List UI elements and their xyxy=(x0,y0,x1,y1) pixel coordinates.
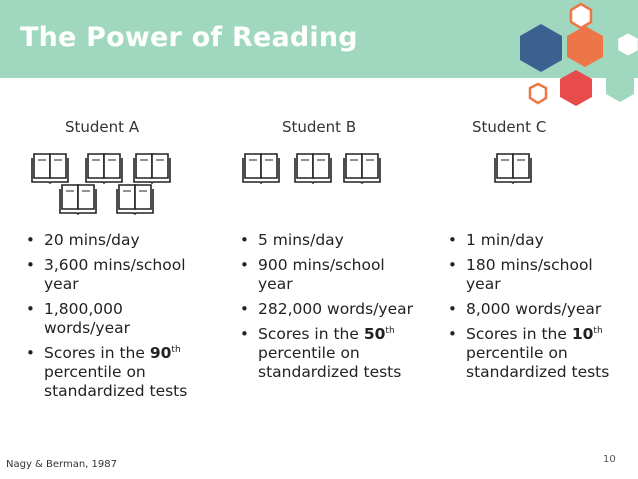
student-c-stats xyxy=(446,231,631,388)
book-icon xyxy=(117,185,153,214)
book-icon xyxy=(32,154,68,183)
list-item: • 1 min/day xyxy=(446,231,631,250)
book-icon xyxy=(243,154,279,183)
page-number: 10 xyxy=(603,454,616,465)
score-rest: percentile on standardized tests xyxy=(44,363,188,400)
score-prefix: Scores in the xyxy=(44,344,150,362)
list-item: • 900 mins/school year xyxy=(238,256,423,294)
list-item-score xyxy=(24,344,209,401)
list-item-score xyxy=(446,325,631,382)
list-item: • 5 mins/day xyxy=(238,231,423,250)
book-icon xyxy=(86,154,122,183)
list-item: • 180 mins/school year xyxy=(446,256,631,294)
score-prefix: Scores in the xyxy=(258,325,364,343)
list-item: • 3,600 mins/school year xyxy=(24,256,209,294)
book-icon xyxy=(134,154,170,183)
percentile-value: 50 xyxy=(363,325,386,343)
student-a-label: Student A xyxy=(65,118,140,136)
student-b-label: Student B xyxy=(282,118,357,136)
student-b-stats xyxy=(238,231,423,388)
percentile-suffix: th xyxy=(593,325,603,336)
percentile-suffix: th xyxy=(171,344,181,355)
score-rest: percentile on standardized tests xyxy=(258,344,402,381)
book-icon xyxy=(495,154,531,183)
book-icon xyxy=(60,185,96,214)
citation: Nagy & Berman, 1987 xyxy=(6,459,117,470)
student-c-label: Student C xyxy=(472,118,547,136)
hex-outline-bottom xyxy=(530,84,546,103)
score-rest: percentile on standardized tests xyxy=(466,344,610,381)
percentile-value: 90 xyxy=(149,344,172,362)
score-prefix: Scores in the xyxy=(466,325,572,343)
book-icon xyxy=(295,154,331,183)
percentile-suffix: th xyxy=(385,325,395,336)
student-a-stats xyxy=(24,231,209,407)
list-item: • 8,000 words/year xyxy=(446,300,631,319)
book-icon xyxy=(344,154,380,183)
list-item-score xyxy=(238,325,423,382)
slide-title: The Power of Reading xyxy=(20,22,358,53)
list-item: • 1,800,000 words/year xyxy=(24,300,209,338)
list-item: • 20 mins/day xyxy=(24,231,209,250)
list-item: • 282,000 words/year xyxy=(238,300,423,319)
percentile-value: 10 xyxy=(571,325,594,343)
